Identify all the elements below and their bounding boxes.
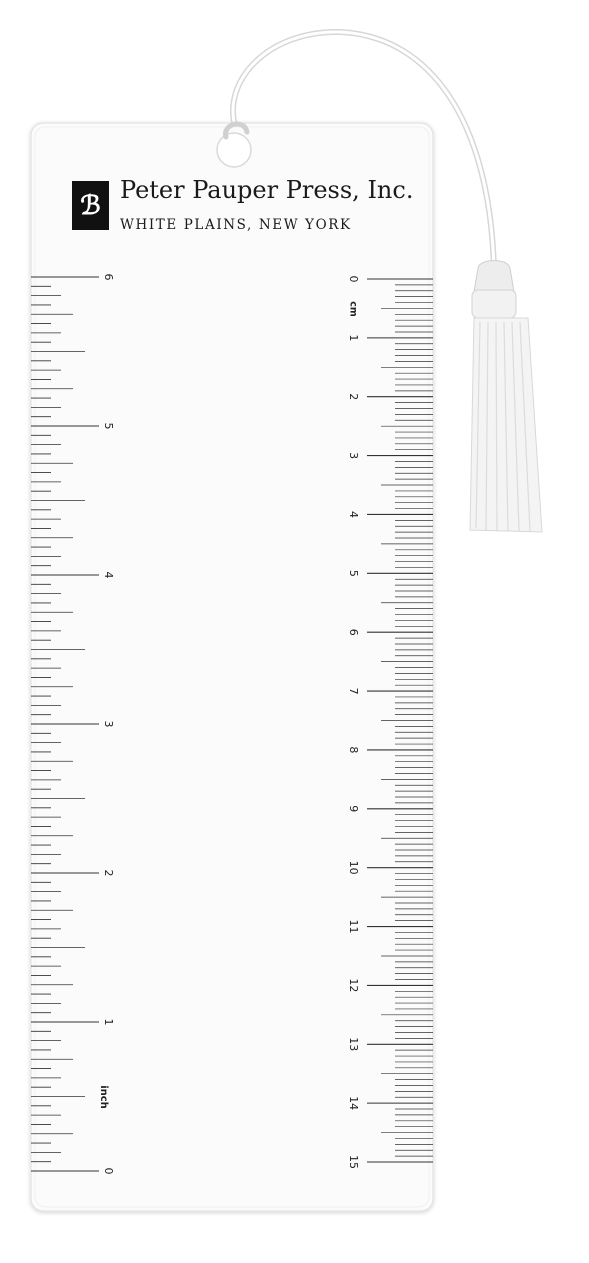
cm-label: 3: [347, 452, 360, 460]
cm-label: 5: [347, 569, 360, 577]
cm-label: 0: [347, 275, 360, 283]
publisher-location: WHITE PLAINS, NEW YORK: [120, 217, 352, 233]
publisher-name: Peter Pauper Press, Inc.: [120, 176, 414, 204]
publisher-logo: [72, 181, 109, 230]
cm-label: 13: [347, 1037, 360, 1052]
cm-label: 12: [347, 978, 360, 993]
inch-label: 3: [102, 720, 115, 728]
tassel-icon: [470, 261, 542, 533]
bookmark-hole: [217, 133, 251, 167]
inch-label: 2: [102, 869, 115, 877]
cm-label: 4: [347, 510, 360, 518]
cm-label: 11: [347, 919, 360, 934]
cm-label: 7: [347, 687, 360, 695]
cm-label: 1: [347, 334, 360, 342]
cm-label: 15: [347, 1155, 360, 1169]
inch-label: 4: [102, 571, 115, 579]
cm-unit-label: cm: [347, 301, 359, 317]
cm-label: 10: [347, 860, 360, 875]
cm-label: 14: [347, 1096, 360, 1111]
inch-unit-label: inch: [98, 1085, 109, 1109]
bookmark-body: [31, 123, 433, 1211]
cm-label: 9: [347, 805, 360, 813]
inch-label: 6: [102, 273, 115, 281]
logo-glyph: ℬ: [80, 190, 101, 221]
cm-label: 8: [347, 746, 360, 754]
inch-label: 5: [102, 422, 115, 430]
cm-label: 2: [347, 393, 360, 401]
inch-label: 1: [102, 1018, 115, 1026]
cm-label: 6: [347, 628, 360, 636]
inch-label: 0: [102, 1167, 115, 1175]
